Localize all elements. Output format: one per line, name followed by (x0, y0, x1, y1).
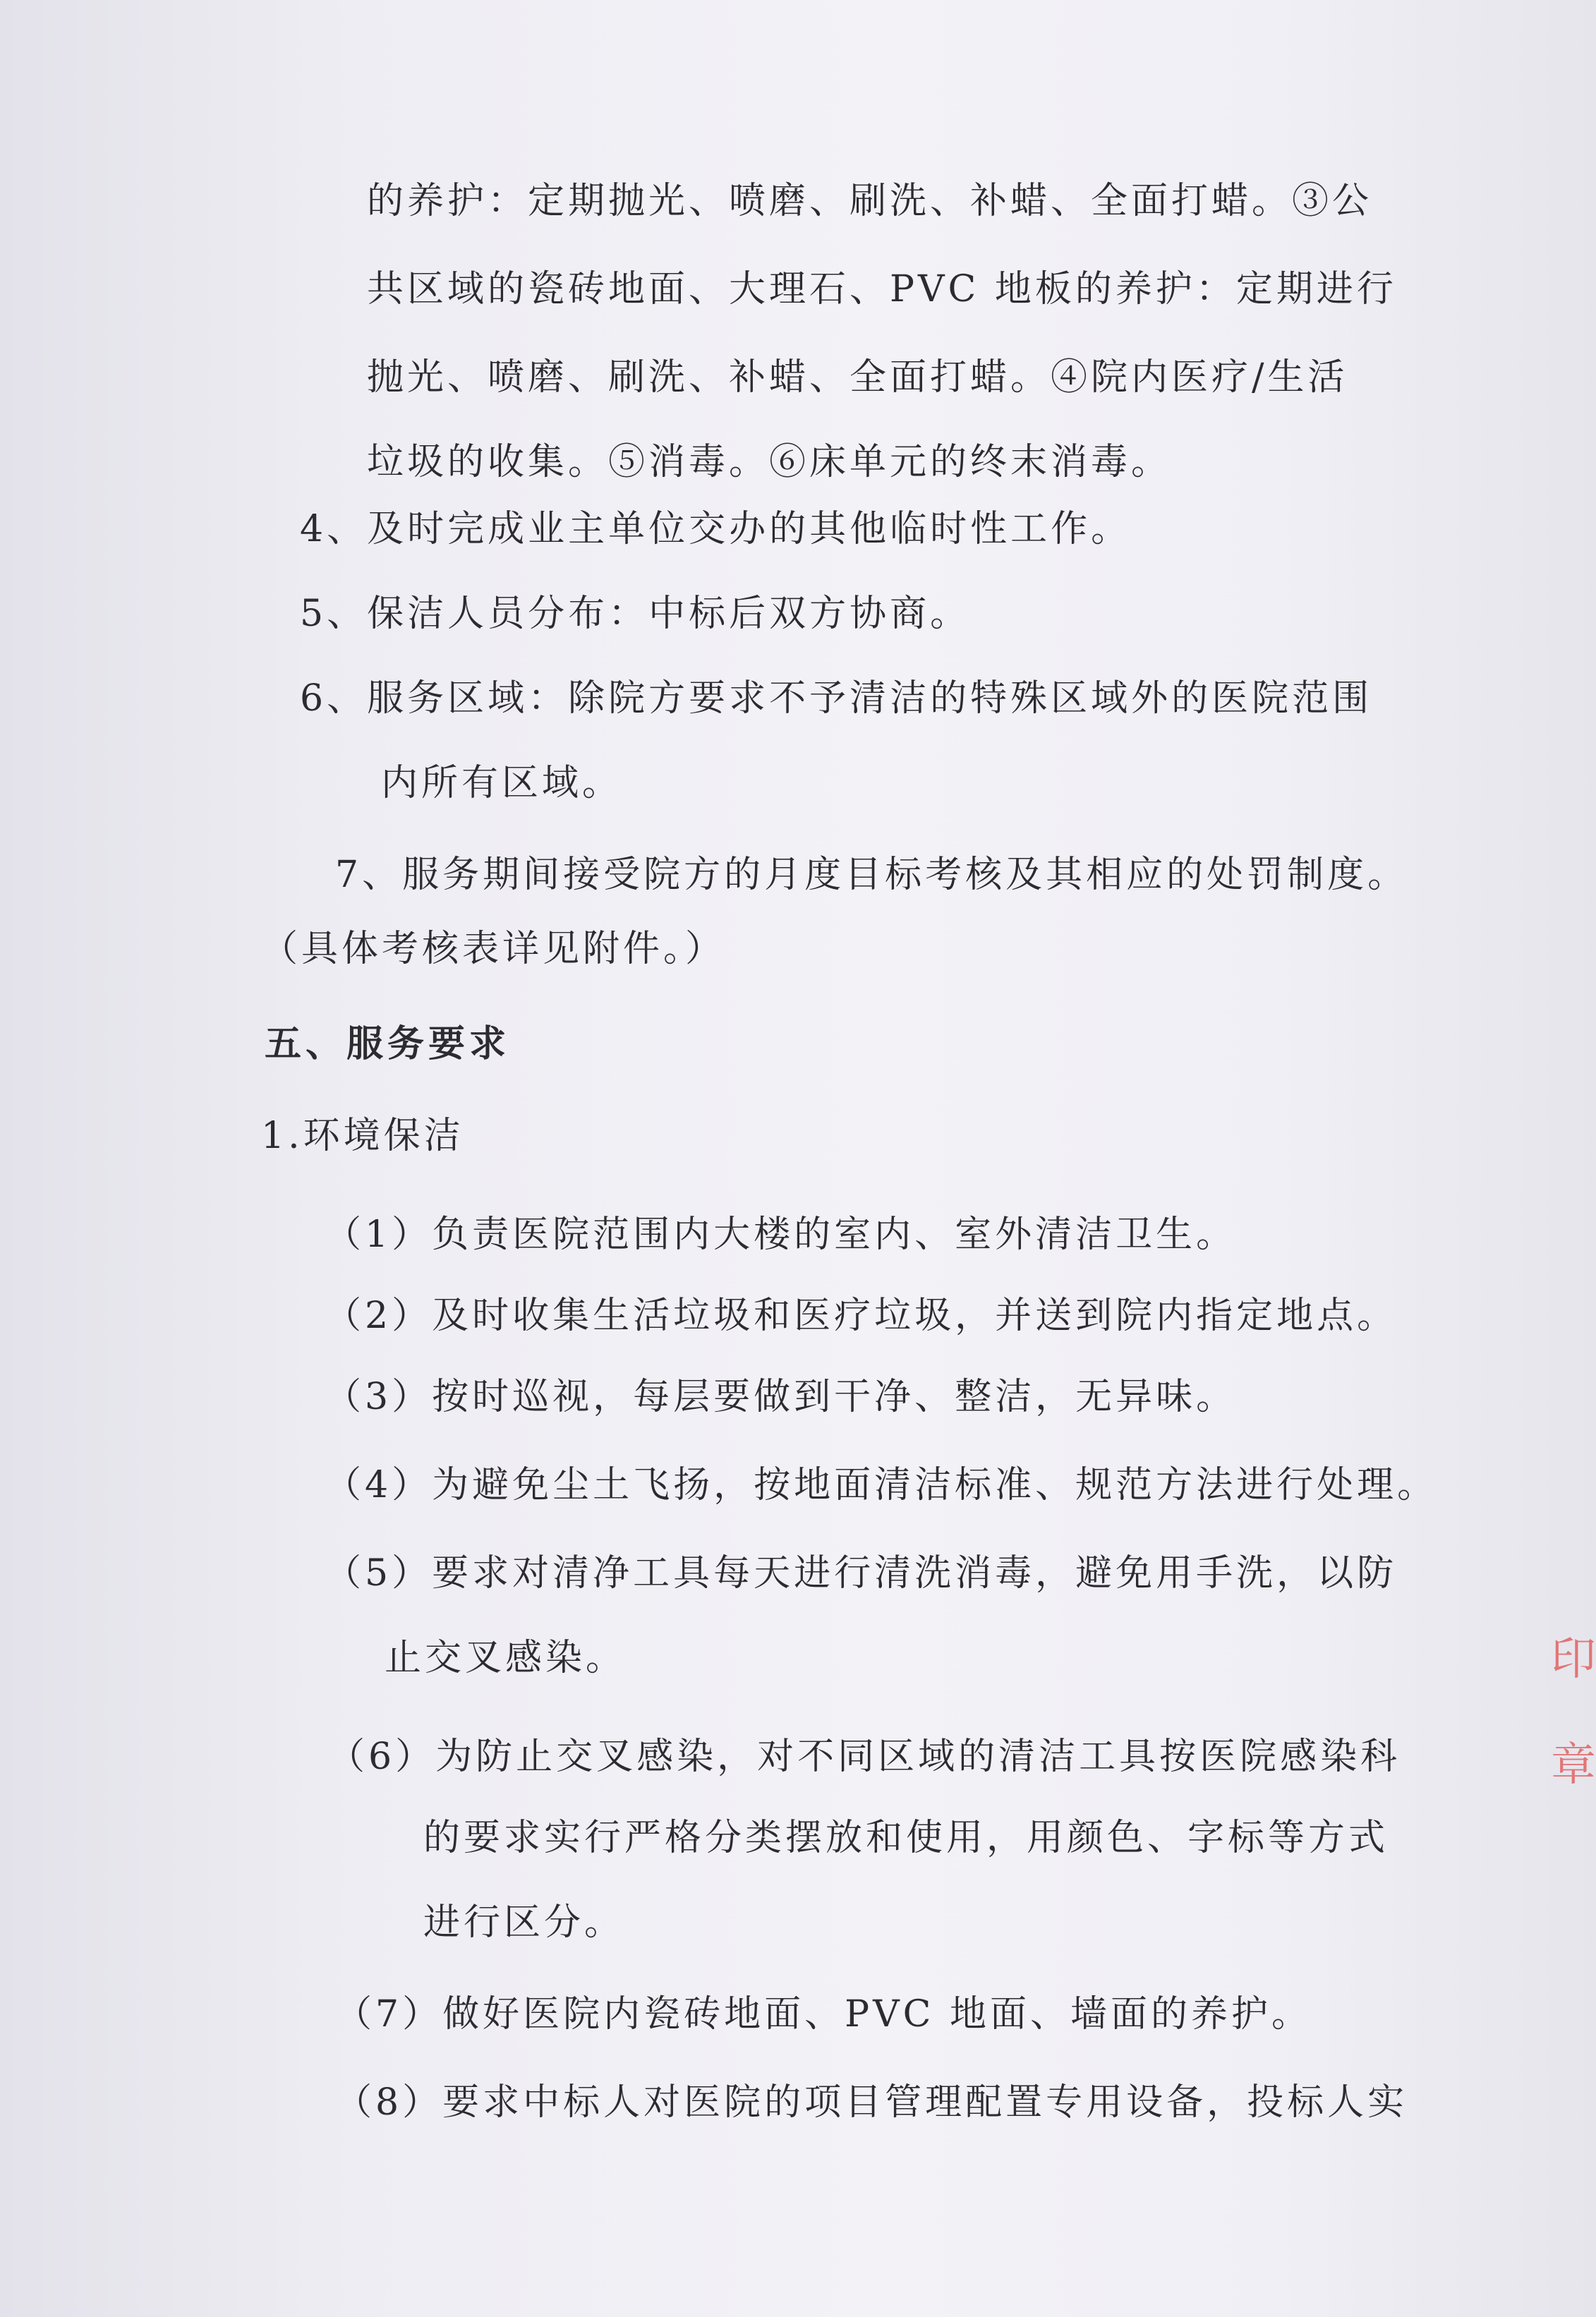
list-item-6-continued: 内所有区域。 (381, 762, 623, 804)
requirement-5: （5）要求对清净工具每天进行清洗消毒，避免用手洗，以防 (325, 1552, 1398, 1595)
list-item-5: 5、保洁人员分布：中标后双方协商。 (300, 593, 971, 635)
text-line-1: 的养护：定期抛光、喷磨、刷洗、补蜡、全面打蜡。③公 (367, 180, 1373, 222)
list-item-7: 7、服务期间接受院方的月度目标考核及其相应的处罚制度。 (335, 854, 1408, 896)
requirement-3: （3）按时巡视，每层要做到干净、整洁，无异味。 (325, 1376, 1237, 1418)
requirement-7: （7）做好医院内瓷砖地面、PVC 地面、墙面的养护。 (335, 1993, 1312, 2035)
text-line-3: 抛光、喷磨、刷洗、补蜡、全面打蜡。④院内医疗/生活 (367, 356, 1348, 399)
list-item-6: 6、服务区域：除院方要求不予清洁的特殊区域外的医院范围 (300, 677, 1373, 720)
requirement-2: （2）及时收集生活垃圾和医疗垃圾，并送到院内指定地点。 (325, 1295, 1398, 1337)
requirement-1: （1）负责医院范围内大楼的室内、室外清洁卫生。 (325, 1214, 1237, 1256)
section-heading: 五、服务要求 (265, 1022, 511, 1065)
list-item-4: 4、及时完成业主单位交办的其他临时性工作。 (300, 508, 1132, 550)
requirement-4: （4）为避免尘土飞扬，按地面清洁标准、规范方法进行处理。 (325, 1464, 1438, 1506)
requirement-6: （6）为防止交叉感染，对不同区域的清洁工具按医院感染科 (328, 1736, 1401, 1778)
requirement-6-continued-2: 进行区分。 (423, 1901, 625, 1944)
text-line-2: 共区域的瓷砖地面、大理石、PVC 地板的养护：定期进行 (367, 268, 1397, 310)
seal-stamp-edge: 印 章 (1551, 1633, 1596, 1791)
subsection-heading: 1.环境保洁 (261, 1115, 464, 1157)
requirement-5-continued: 止交叉感染。 (385, 1637, 627, 1679)
requirement-6-continued-1: 的要求实行严格分类摆放和使用，用颜色、字标等方式 (423, 1817, 1389, 1859)
text-line-4: 垃圾的收集。⑤消毒。⑥床单元的终末消毒。 (367, 441, 1172, 483)
requirement-8: （8）要求中标人对医院的项目管理配置专用设备，投标人实 (335, 2081, 1408, 2124)
list-item-7-continued: （具体考核表详见附件。） (261, 928, 726, 970)
